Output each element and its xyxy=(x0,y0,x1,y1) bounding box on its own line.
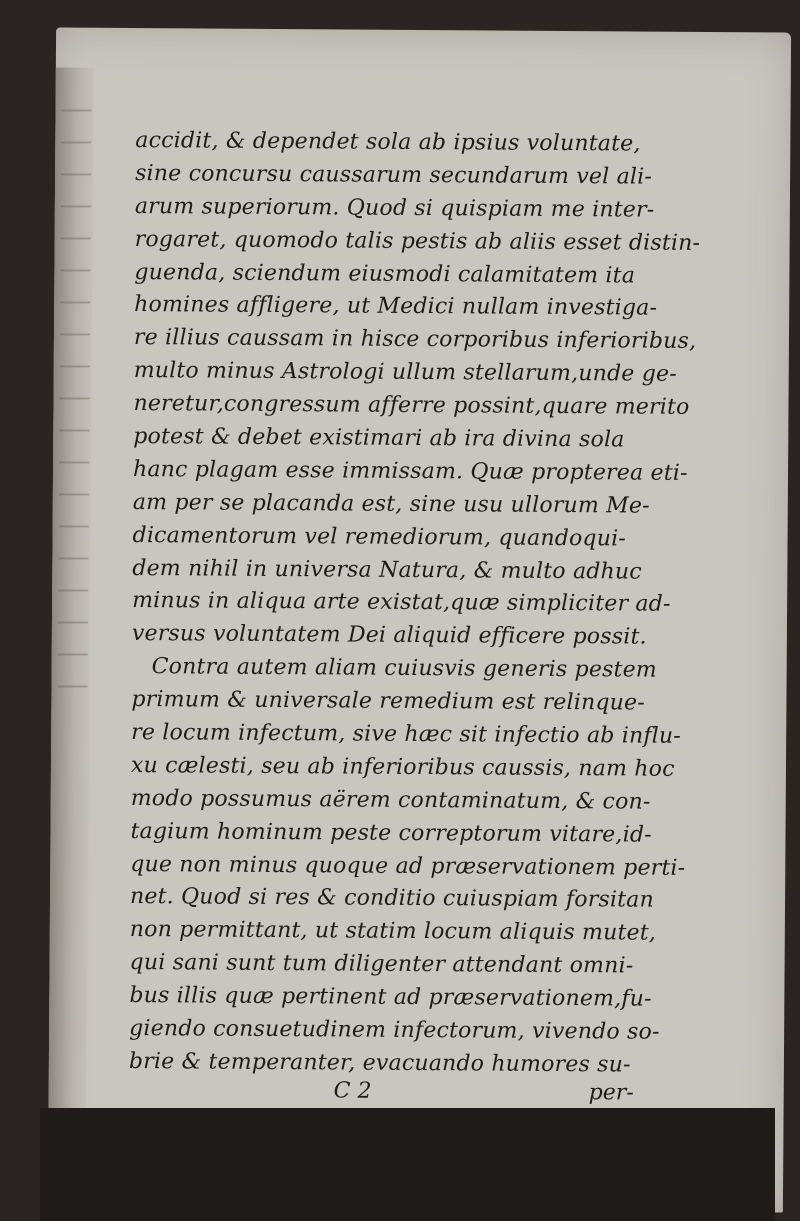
text-line: qui sani sunt tum diligenter attendant omni- xyxy=(129,950,634,979)
text-line: am per se placanda est, sine usu ullorum Me- xyxy=(132,489,650,519)
scan-background xyxy=(40,1108,775,1221)
text-line: accidit, & dependet sola ab ipsius voluntate, xyxy=(135,128,641,157)
text-line: potest & debet existimari ab ira divina sola xyxy=(133,424,625,453)
text-line: bus illis quæ pertinent ad præservationem,fu- xyxy=(129,983,652,1012)
text-line: guenda, sciendum eiusmodi calamitatem ita xyxy=(134,259,636,289)
text-line: minus in aliqua arte existat,quæ simpliciter ad- xyxy=(132,588,671,618)
text-line: re locum infectum, sive hæc sit infectio ab influ- xyxy=(131,720,682,749)
text-line: primum & universale remedium est relinque- xyxy=(131,687,645,716)
text-line: rogaret, quomodo talis pestis ab aliis esset distin- xyxy=(134,226,701,256)
text-line: re illius caussam in hisce corporibus inferioribus, xyxy=(133,325,697,355)
text-line: Contra autem aliam cuiusvis generis pestem xyxy=(151,654,657,683)
text-line: modo possumus aërem contaminatum, & con- xyxy=(130,785,651,815)
signature-mark: C 2 xyxy=(333,1078,372,1104)
text-line: neretur,congressum afferre possint,quare merito xyxy=(133,391,690,421)
text-line: versus voluntatem Dei aliquid efficere possit. xyxy=(131,621,647,650)
text-line: sine concursu caussarum secundarum vel ali- xyxy=(135,160,653,190)
text-line: brie & temperanter, evacuando humores su- xyxy=(128,1048,631,1078)
text-line: homines affligere, ut Medici nullam investiga- xyxy=(134,292,658,322)
text-line: tagium hominum peste correptorum vitare,id- xyxy=(130,818,652,848)
text-line: net. Quod si res & conditio cuiuspiam forsitan xyxy=(129,884,654,914)
text-line: giendo consuetudinem infectorum, vivendo so- xyxy=(129,1016,660,1045)
text-line: multo minus Astrologi ullum stellarum,unde ge- xyxy=(133,358,677,388)
text-line: dem nihil in universa Natura, & multo adhuc xyxy=(132,555,642,585)
text-line: non permittant, ut statim locum aliquis mutet, xyxy=(129,917,657,947)
text-line: dicamentorum vel remediorum, quandoqui- xyxy=(132,522,627,552)
book-page xyxy=(48,27,791,1212)
text-line: xu cælesti, seu ab inferioribus caussis, nam hoc xyxy=(130,752,675,782)
text-line: hanc plagam esse immissam. Quæ propterea eti- xyxy=(132,456,688,486)
text-line: que non minus quoque ad præservationem perti- xyxy=(130,851,686,881)
text-line: arum superiorum. Quod si quispiam me inter- xyxy=(134,193,655,223)
catchword: per- xyxy=(588,1080,634,1106)
body-text xyxy=(129,125,736,1083)
page-footer xyxy=(129,1073,729,1111)
show-through-text xyxy=(58,87,92,687)
